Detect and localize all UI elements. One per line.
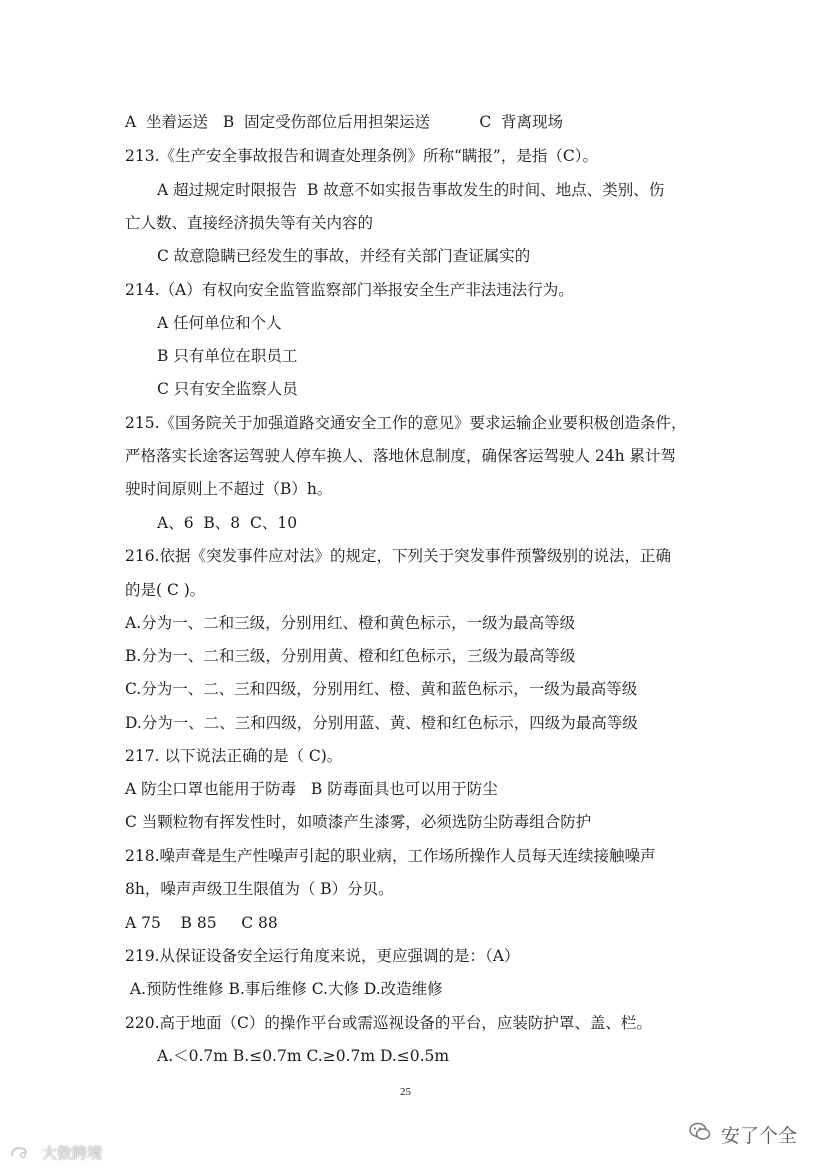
text-line: A 75 B 85 C 88 (125, 914, 278, 932)
text-line: A 任何单位和个人 (157, 314, 282, 332)
text-line: D.分为一、二、三和四级，分别用蓝、黄、橙和红色标示，四级为最高等级 (125, 714, 638, 732)
text-line: A 防尘口罩也能用于防毒 B 防毒面具也可以用于防尘 (125, 780, 498, 798)
question-215: 215.《国务院关于加强道路交通安全工作的意见》要求运输企业要积极创造条件， (125, 414, 687, 432)
text-line: C 当颗粒物有挥发性时，如喷漆产生漆雾，必须选防尘防毒组合防护 (125, 813, 592, 831)
watermark-right: 安了个全 (721, 1125, 798, 1147)
question-219: 219.从保证设备安全运行角度来说，更应强调的是：（A） (125, 947, 520, 965)
text-line: A.＜0.7m B.≤0.7m C.≥0.7m D.≤0.5m (157, 1047, 450, 1065)
text-line: 亡人数、直接经济损失等有关内容的 (125, 214, 374, 232)
question-218: 218.噪声聋是生产性噪声引起的职业病，工作场所操作人员每天连续接触噪声 (125, 847, 656, 865)
text-line: 驶时间原则上不超过（B）h。 (125, 480, 333, 498)
watermark-logo-icon (10, 1145, 28, 1159)
question-214: 214.（A）有权向安全监管监察部门举报安全生产非法违法行为。 (125, 281, 574, 299)
wechat-icon (689, 1122, 711, 1142)
text-line: A 坐着运送 B 固定受伤部位后用担架运送 C 背离现场 (125, 113, 564, 131)
text-line: B.分为一、二和三级，分别用黄、橙和红色标示，三级为最高等级 (125, 647, 576, 665)
text-line: A.预防性维修 B.事后维修 C.大修 D.改造维修 (125, 980, 443, 998)
text-line: C.分为一、二、三和四级，分别用红、橙、黄和蓝色标示，一级为最高等级 (125, 680, 638, 698)
text-line: 8h，噪声声级卫生限值为（ B）分贝。 (125, 880, 394, 898)
question-216: 216.依据《突发事件应对法》的规定，下列关于突发事件预警级别的说法，正确 (125, 547, 672, 565)
text-line: 严格落实长途客运驾驶人停车换人、落地休息制度，确保客运驾驶人 24h 累计驾 (125, 447, 677, 465)
text-line: B 只有单位在职员工 (157, 347, 298, 365)
text-line: A、6 B、8 C、10 (157, 514, 298, 532)
page-number: 25 (400, 1086, 411, 1098)
question-213: 213.《生产安全事故报告和调查处理条例》所称“瞒报”，是指（C）。 (125, 147, 598, 165)
text-line: 的是( C )。 (125, 581, 206, 599)
watermark-left: 大数跨境 (42, 1144, 103, 1162)
text-line: C 故意隐瞒已经发生的事故，并经有关部门查证属实的 (157, 247, 531, 265)
text-line: C 只有安全监察人员 (157, 380, 298, 398)
question-220: 220.高于地面（C）的操作平台或需巡视设备的平台，应装防护罩、盖、栏。 (125, 1014, 652, 1032)
text-line: A 超过规定时限报告 B 故意不如实报告事故发生的时间、地点、类别、伤 (157, 181, 665, 199)
text-line: A.分为一、二和三级，分别用红、橙和黄色标示，一级为最高等级 (125, 614, 576, 632)
question-217: 217. 以下说法正确的是（ C)。 (125, 747, 343, 765)
